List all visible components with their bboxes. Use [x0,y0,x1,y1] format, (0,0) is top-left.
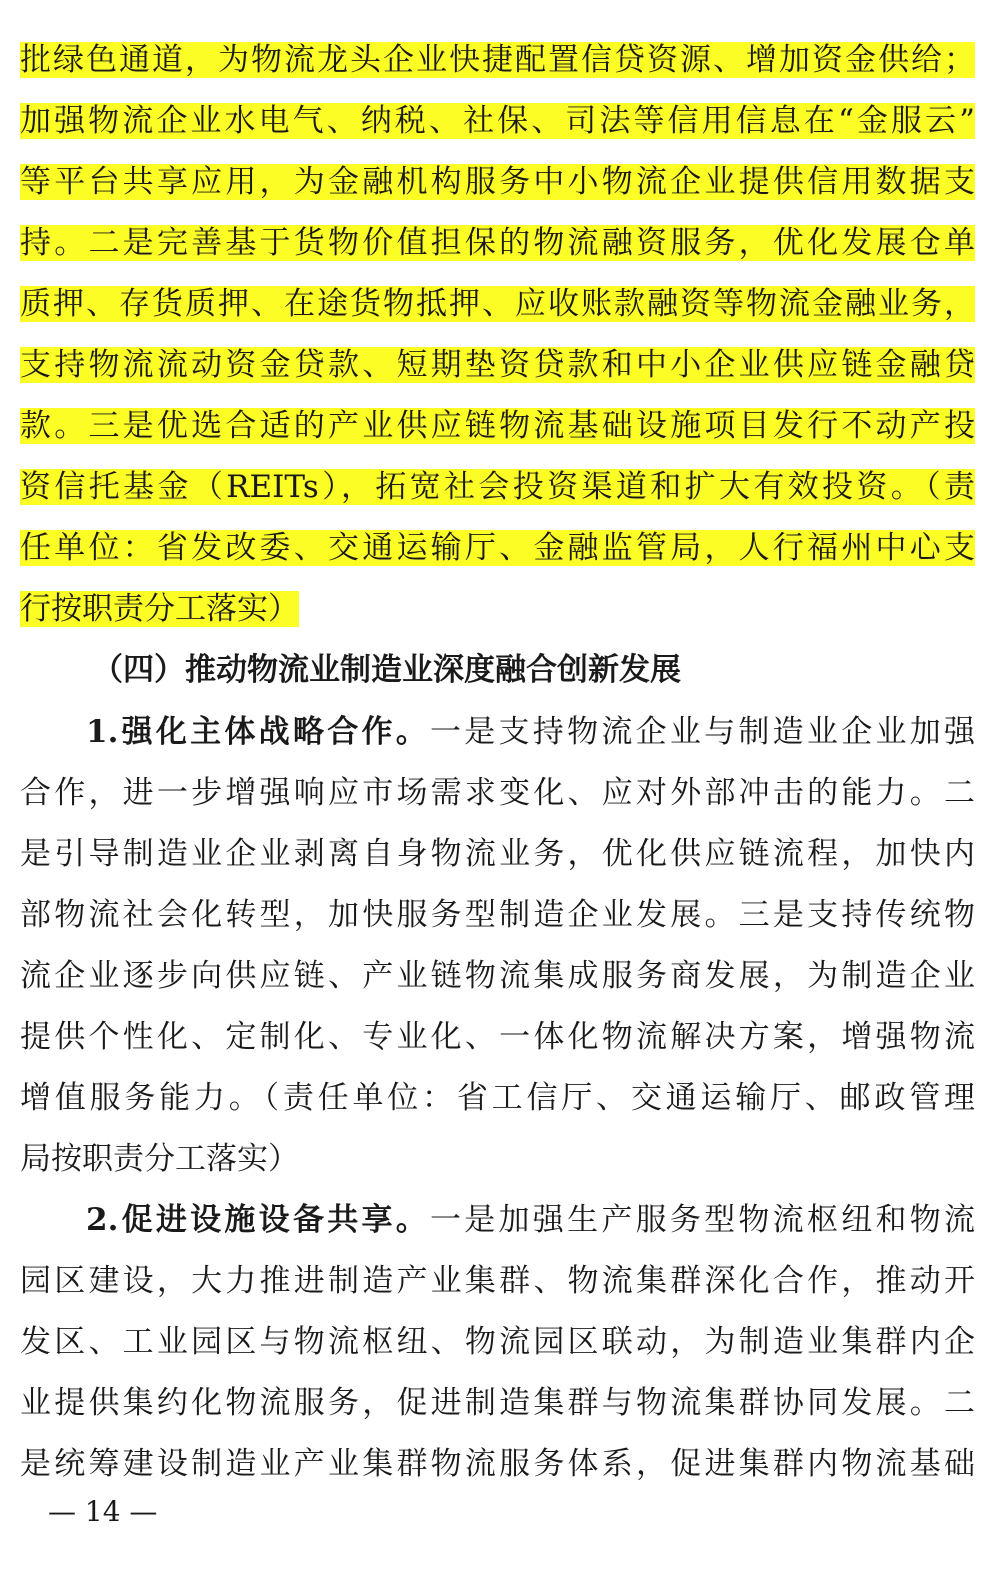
text-line: 部物流社会化转型，加快服务型制造企业发展。三是支持传统物 [20,897,975,933]
text-line: 是统筹建设制造业产业集群物流服务体系，促进集群内物流基础 [20,1446,975,1482]
text-line: 行按职责分工落实） [20,591,299,627]
text-line: 批绿色通道，为物流龙头企业快捷配置信贷资源、增加资金供给； [20,42,975,78]
text-line: 质押、存货质押、在途货物抵押、应收账款融资等物流金融业务， [20,286,975,322]
text-line: 支持物流流动资金贷款、短期垫资贷款和中小企业供应链金融贷 [20,347,975,383]
text-line: 增值服务能力。（责任单位：省工信厅、交通运输厅、邮政管理 [20,1080,975,1116]
text-line: 流企业逐步向供应链、产业链物流集成服务商发展，为制造企业 [20,958,975,994]
item-title: 2.促进设施设备共享。 [86,1202,431,1238]
text-line: 发区、工业园区与物流枢纽、物流园区联动，为制造业集群内企 [20,1324,975,1360]
text-line: 业提供集约化物流服务，促进制造集群与物流集群协同发展。二 [20,1385,975,1421]
text-line: 加强物流企业水电气、纳税、社保、司法等信用信息在“金服云” [20,103,975,139]
text-line: 园区建设，大力推进制造产业集群、物流集群深化合作，推动开 [20,1263,975,1299]
text-line: 任单位：省发改委、交通运输厅、金融监管局，人行福州中心支 [20,530,975,566]
text-line: 2.促进设施设备共享。一是加强生产服务型物流枢纽和物流 [86,1202,975,1238]
text-line: 款。三是优选合适的产业供应链物流基础设施项目发行不动产投 [20,408,975,444]
item-title: 1.强化主体战略合作。 [86,714,431,750]
text-line: 合作，进一步增强响应市场需求变化、应对外部冲击的能力。二 [20,775,975,811]
page-number: — 14 — [48,1495,158,1528]
text-line: 等平台共享应用，为金融机构服务中小物流企业提供信用数据支 [20,164,975,200]
text-line: 1.强化主体战略合作。一是支持物流企业与制造业企业加强 [86,714,975,750]
text-line: 资信托基金（REITs），拓宽社会投资渠道和扩大有效投资。（责 [20,469,975,505]
text-line: 提供个性化、定制化、专业化、一体化物流解决方案，增强物流 [20,1019,975,1055]
text-line: 持。二是完善基于货物价值担保的物流融资服务，优化发展仓单 [20,225,975,261]
section-heading: （四）推动物流业制造业深度融合创新发展 [92,652,681,688]
text-line: 是引导制造业企业剥离自身物流业务，优化供应链流程，加快内 [20,836,975,872]
text-line: 局按职责分工落实） [20,1141,299,1177]
